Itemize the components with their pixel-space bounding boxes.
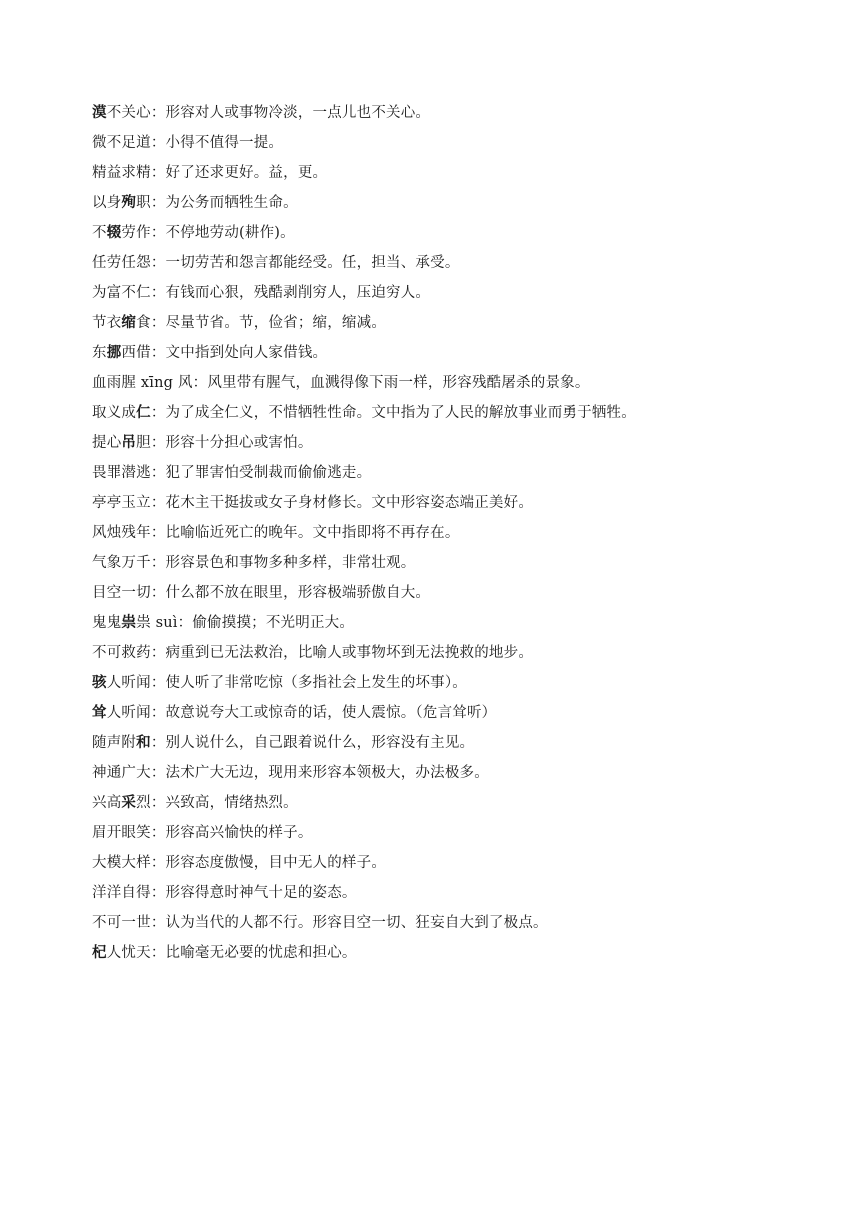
entry-definition: 一切劳苦和怨言都能经受。任，担当、承受。 <box>165 255 460 271</box>
term-key-character: 辍 <box>106 225 122 241</box>
entry-term <box>92 465 151 481</box>
entry-separator: ： <box>150 465 166 481</box>
entry-term <box>92 375 193 391</box>
entry-term <box>92 225 151 241</box>
term-key-character: 缩 <box>121 315 137 331</box>
vocabulary-entry <box>92 908 832 938</box>
entry-definition: 什么都不放在眼里，形容极端骄傲自大。 <box>165 585 431 601</box>
term-text: 畏罪潜逃 <box>92 465 151 481</box>
entry-definition: 形容态度傲慢，目中无人的样子。 <box>165 855 387 871</box>
vocabulary-entry <box>92 218 832 248</box>
term-text: 任劳任怨 <box>92 255 151 271</box>
vocabulary-entry <box>92 878 832 908</box>
entry-term <box>92 285 151 301</box>
vocabulary-entry <box>92 518 832 548</box>
vocabulary-entry <box>92 188 832 218</box>
vocabulary-entry <box>92 698 832 728</box>
term-text: 精益求精 <box>92 165 151 181</box>
entry-term <box>92 855 151 871</box>
entry-definition: 比喻临近死亡的晚年。文中指即将不再存在。 <box>165 525 460 541</box>
vocabulary-entry <box>92 788 832 818</box>
entry-separator: ： <box>150 705 166 721</box>
term-key-character: 骇 <box>92 675 107 691</box>
term-text: 亭亭玉立 <box>92 495 151 511</box>
entry-separator: ： <box>150 135 166 151</box>
entry-separator: ： <box>150 765 166 781</box>
entry-definition: 形容对人或事物冷淡，一点儿也不关心。 <box>165 105 431 121</box>
term-text: 劳作 <box>121 225 151 241</box>
term-text: 神通广大 <box>92 765 151 781</box>
term-key-character: 漠 <box>92 105 107 121</box>
term-text: 取义成 <box>92 405 137 421</box>
entry-separator: ： <box>150 165 166 181</box>
term-text: 以身 <box>92 195 122 211</box>
entry-separator: ： <box>150 345 166 361</box>
entry-definition: 尽量节省。节，俭省；缩，缩减。 <box>165 315 387 331</box>
term-text: 西借 <box>121 345 151 361</box>
term-text: 人听闻 <box>106 675 151 691</box>
entry-separator: ： <box>150 825 166 841</box>
entry-definition: 花木主干挺拔或女子身材修长。文中形容姿态端正美好。 <box>165 495 534 511</box>
entry-term <box>92 315 151 331</box>
entry-definition: 风里带有腥气，血溅得像下雨一样，形容残酷屠杀的景象。 <box>207 375 590 391</box>
entry-term <box>92 435 151 451</box>
term-text: 祟 suì <box>136 615 178 631</box>
term-key-character: 祟 <box>121 615 137 631</box>
entry-term <box>92 495 151 511</box>
entry-separator: ： <box>150 405 166 421</box>
entry-definition: 故意说夸大工或惊奇的话，使人震惊。（危言耸听） <box>165 705 497 721</box>
entry-separator: ： <box>150 525 166 541</box>
entry-definition: 文中指到处向人家借钱。 <box>165 345 328 361</box>
vocabulary-entry <box>92 488 832 518</box>
entry-term <box>92 795 151 811</box>
vocabulary-list <box>92 98 832 968</box>
entry-separator: ： <box>192 375 208 391</box>
entry-separator: ： <box>150 645 166 661</box>
vocabulary-entry <box>92 638 832 668</box>
entry-separator: ： <box>150 945 166 961</box>
vocabulary-entry <box>92 848 832 878</box>
vocabulary-entry <box>92 98 832 128</box>
entry-separator: ： <box>150 855 166 871</box>
vocabulary-entry <box>92 728 832 758</box>
entry-term <box>92 705 151 721</box>
vocabulary-entry <box>92 608 832 638</box>
term-text: 鬼鬼 <box>92 615 122 631</box>
term-text: 气象万千 <box>92 555 151 571</box>
entry-definition: 为公务而牺牲生命。 <box>165 195 298 211</box>
entry-term <box>92 165 151 181</box>
entry-separator: ： <box>177 615 193 631</box>
term-text: 不可救药 <box>92 645 151 661</box>
term-key-character: 和 <box>136 735 151 751</box>
entry-term <box>92 945 151 961</box>
entry-term <box>92 255 151 271</box>
entry-term <box>92 345 151 361</box>
entry-definition: 形容高兴愉快的样子。 <box>165 825 313 841</box>
term-text: 目空一切 <box>92 585 151 601</box>
entry-term <box>92 525 151 541</box>
vocabulary-entry <box>92 668 832 698</box>
term-text: 提心 <box>92 435 122 451</box>
entry-term <box>92 135 151 151</box>
term-key-character: 殉 <box>121 195 137 211</box>
term-text: 眉开眼笑 <box>92 825 151 841</box>
term-text: 不关心 <box>106 105 151 121</box>
vocabulary-entry <box>92 308 832 338</box>
term-key-character: 挪 <box>106 345 122 361</box>
entry-term <box>92 405 151 421</box>
entry-definition: 不停地劳动(耕作)。 <box>165 225 295 241</box>
term-key-character: 耸 <box>92 705 107 721</box>
entry-separator: ： <box>150 495 166 511</box>
vocabulary-entry <box>92 578 832 608</box>
entry-term <box>92 735 151 751</box>
entry-term <box>92 585 151 601</box>
entry-separator: ： <box>150 105 166 121</box>
entry-definition: 小得不值得一提。 <box>165 135 284 151</box>
vocabulary-entry <box>92 938 832 968</box>
entry-definition: 好了还求更好。益，更。 <box>165 165 328 181</box>
term-text: 为富不仁 <box>92 285 151 301</box>
term-key-character: 吊 <box>121 435 137 451</box>
entry-term <box>92 825 151 841</box>
vocabulary-entry <box>92 278 832 308</box>
vocabulary-entry <box>92 158 832 188</box>
vocabulary-entry <box>92 458 832 488</box>
vocabulary-entry <box>92 428 832 458</box>
entry-separator: ： <box>150 285 166 301</box>
term-key-character: 杞 <box>92 945 107 961</box>
vocabulary-entry <box>92 128 832 158</box>
entry-separator: ： <box>150 885 166 901</box>
vocabulary-entry <box>92 818 832 848</box>
entry-separator: ： <box>150 585 166 601</box>
entry-definition: 犯了罪害怕受制裁而偷偷逃走。 <box>165 465 372 481</box>
term-key-character: 采 <box>121 795 137 811</box>
vocabulary-entry <box>92 338 832 368</box>
entry-separator: ： <box>150 915 166 931</box>
entry-definition: 比喻毫无必要的忧虑和担心。 <box>165 945 357 961</box>
entry-definition: 病重到已无法救治，比喻人或事物坏到无法挽救的地步。 <box>165 645 534 661</box>
entry-definition: 为了成全仁义，不惜牺牲性命。文中指为了人民的解放事业而勇于牺牲。 <box>165 405 636 421</box>
entry-definition: 偷偷摸摸；不光明正大。 <box>192 615 355 631</box>
entry-separator: ： <box>150 195 166 211</box>
vocabulary-entry <box>92 398 832 428</box>
entry-definition: 形容十分担心或害怕。 <box>165 435 313 451</box>
entry-term <box>92 105 151 121</box>
entry-definition: 法术广大无边，现用来形容本领极大，办法极多。 <box>165 765 489 781</box>
entry-separator: ： <box>150 795 166 811</box>
entry-term <box>92 915 151 931</box>
entry-separator: ： <box>150 555 166 571</box>
entry-separator: ： <box>150 735 166 751</box>
term-text: 节衣 <box>92 315 122 331</box>
entry-term <box>92 645 151 661</box>
term-text: 兴高 <box>92 795 122 811</box>
entry-term <box>92 615 178 631</box>
entry-term <box>92 885 151 901</box>
entry-definition: 兴致高，情绪热烈。 <box>165 795 298 811</box>
entry-term <box>92 555 151 571</box>
vocabulary-entry <box>92 248 832 278</box>
vocabulary-entry <box>92 368 832 398</box>
entry-separator: ： <box>150 315 166 331</box>
term-key-character: 仁 <box>136 405 151 421</box>
term-text: 人忧天 <box>106 945 151 961</box>
term-text: 食 <box>136 315 151 331</box>
term-text: 随声附 <box>92 735 137 751</box>
entry-separator: ： <box>150 675 166 691</box>
entry-separator: ： <box>150 435 166 451</box>
entry-definition: 使人听了非常吃惊（多指社会上发生的坏事）。 <box>165 675 467 691</box>
entry-definition: 认为当代的人都不行。形容目空一切、狂妄自大到了极点。 <box>165 915 548 931</box>
entry-term <box>92 765 151 781</box>
term-text: 职 <box>136 195 151 211</box>
entry-term <box>92 195 151 211</box>
entry-separator: ： <box>150 225 166 241</box>
term-text: 不 <box>92 225 107 241</box>
entry-definition: 形容景色和事物多种多样，非常壮观。 <box>165 555 416 571</box>
term-text: 烈 <box>136 795 151 811</box>
term-text: 血雨腥 xīng 风 <box>92 375 193 391</box>
entry-definition: 有钱而心狠，残酷剥削穷人，压迫穷人。 <box>165 285 431 301</box>
entry-definition: 形容得意时神气十足的姿态。 <box>165 885 357 901</box>
vocabulary-entry <box>92 758 832 788</box>
term-text: 大模大样 <box>92 855 151 871</box>
term-text: 风烛残年 <box>92 525 151 541</box>
term-text: 胆 <box>136 435 151 451</box>
term-text: 洋洋自得 <box>92 885 151 901</box>
entry-definition: 别人说什么，自己跟着说什么，形容没有主见。 <box>165 735 475 751</box>
vocabulary-entry <box>92 548 832 578</box>
term-text: 不可一世 <box>92 915 151 931</box>
term-text: 人听闻 <box>106 705 151 721</box>
entry-term <box>92 675 151 691</box>
term-text: 微不足道 <box>92 135 151 151</box>
term-text: 东 <box>92 345 107 361</box>
entry-separator: ： <box>150 255 166 271</box>
